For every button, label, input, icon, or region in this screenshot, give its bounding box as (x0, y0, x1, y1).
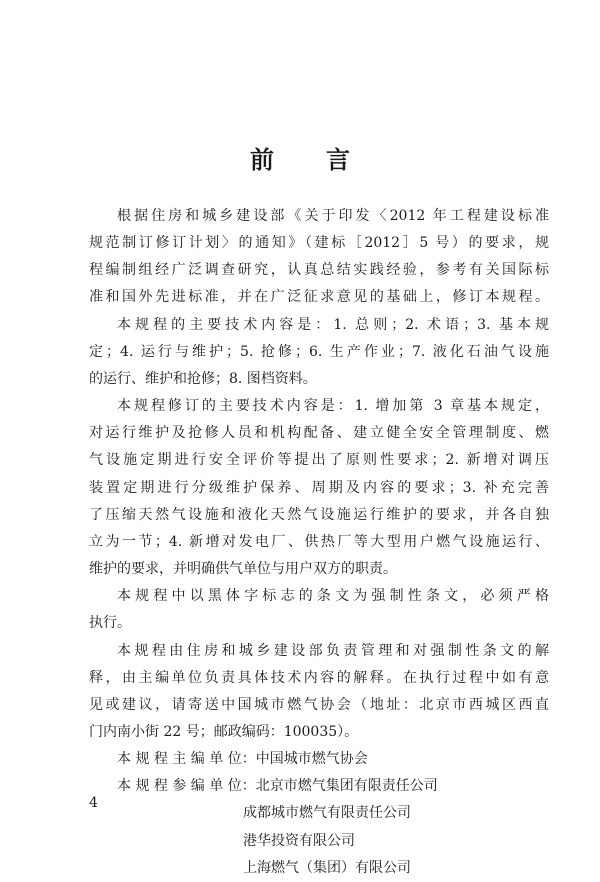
participating-unit-name: 港华投资有限公司 (243, 832, 355, 849)
chief-unit-name: 中国城市燃气协会 (255, 751, 368, 768)
participating-unit-name: 北京市燃气集团有限责任公司 (255, 778, 438, 795)
paragraph-line: 维护的要求，并明确供气单位与用户双方的职责。 (89, 561, 397, 578)
page-title: 前言 (250, 145, 402, 174)
paragraph-line: 立为一节；4. 新增对发电厂、供热厂等大型用户燃气设施运行、 (89, 533, 549, 550)
paragraph-line: 本规程的主要技术内容是：1. 总则；2. 术语；3. 基本规 (117, 316, 549, 333)
participating-unit-name: 上海燃气（集团）有限公司 (243, 859, 411, 876)
paragraph-line: 门内南小街 22 号；邮政编码：100035）。 (89, 723, 359, 740)
mandatory-provision-line: 本规程中以黑体字标志的条文为强制性条文，必须严格 (117, 588, 549, 605)
paragraph-line: 本规程修订的主要技术内容是：1. 增加第 3 章基本规定， (117, 398, 549, 415)
paragraph-line: 的运行、维护和抢修；8. 图档资料。 (89, 370, 317, 387)
paragraph-line: 根据住房和城乡建设部《关于印发〈2012 年工程建设标准 (117, 208, 549, 224)
document-body (89, 203, 549, 882)
paragraph-line: 规范制订修订计划〉的通知》（建标［2012］5 号）的要求，规 (89, 235, 549, 252)
page-number: 4 (89, 795, 98, 811)
paragraph-line: 释，由主编单位负责具体技术内容的解释。在执行过程中如有意 (89, 669, 549, 686)
paragraph-line: 程编制组经广泛调查研究，认真总结实践经验，参考有关国际标 (89, 262, 549, 279)
chief-unit-label: 本 规 程 主 编 单 位： (117, 751, 256, 768)
chief-unit-line (89, 746, 549, 773)
paragraph-line: 见或建议，请寄送中国城市燃气协会（地址：北京市西城区西直 (89, 696, 549, 713)
participating-unit-name: 成都城市燃气有限责任公司 (243, 805, 411, 822)
paragraph-line: 定；4. 运行与维护；5. 抢修；6. 生产作业；7. 液化石油气设施 (89, 343, 549, 360)
paragraph-line: 本规程由住房和城乡建设部负责管理和对强制性条文的解 (117, 642, 549, 659)
participating-unit-label: 本 规 程 参 编 单 位： (117, 778, 256, 795)
paragraph-line: 了压缩天然气设施和液化天然气设施运行维护的要求，并各自独 (89, 506, 549, 523)
paragraph-line: 气设施定期进行安全评价等提出了原则性要求；2. 新增对调压 (89, 452, 549, 469)
paragraph-line: 对运行维护及抢修人员和机构配备、建立健全安全管理制度、燃 (89, 425, 549, 442)
participating-unit-line (89, 773, 549, 800)
paragraph-line: 装置定期进行分级维护保养、周期及内容的要求；3. 补充完善 (89, 479, 549, 496)
paragraph-line: 准和国外先进标准，并在广泛征求意见的基础上，修订本规程。 (89, 289, 549, 306)
mandatory-provision-line: 执行。 (89, 615, 131, 632)
